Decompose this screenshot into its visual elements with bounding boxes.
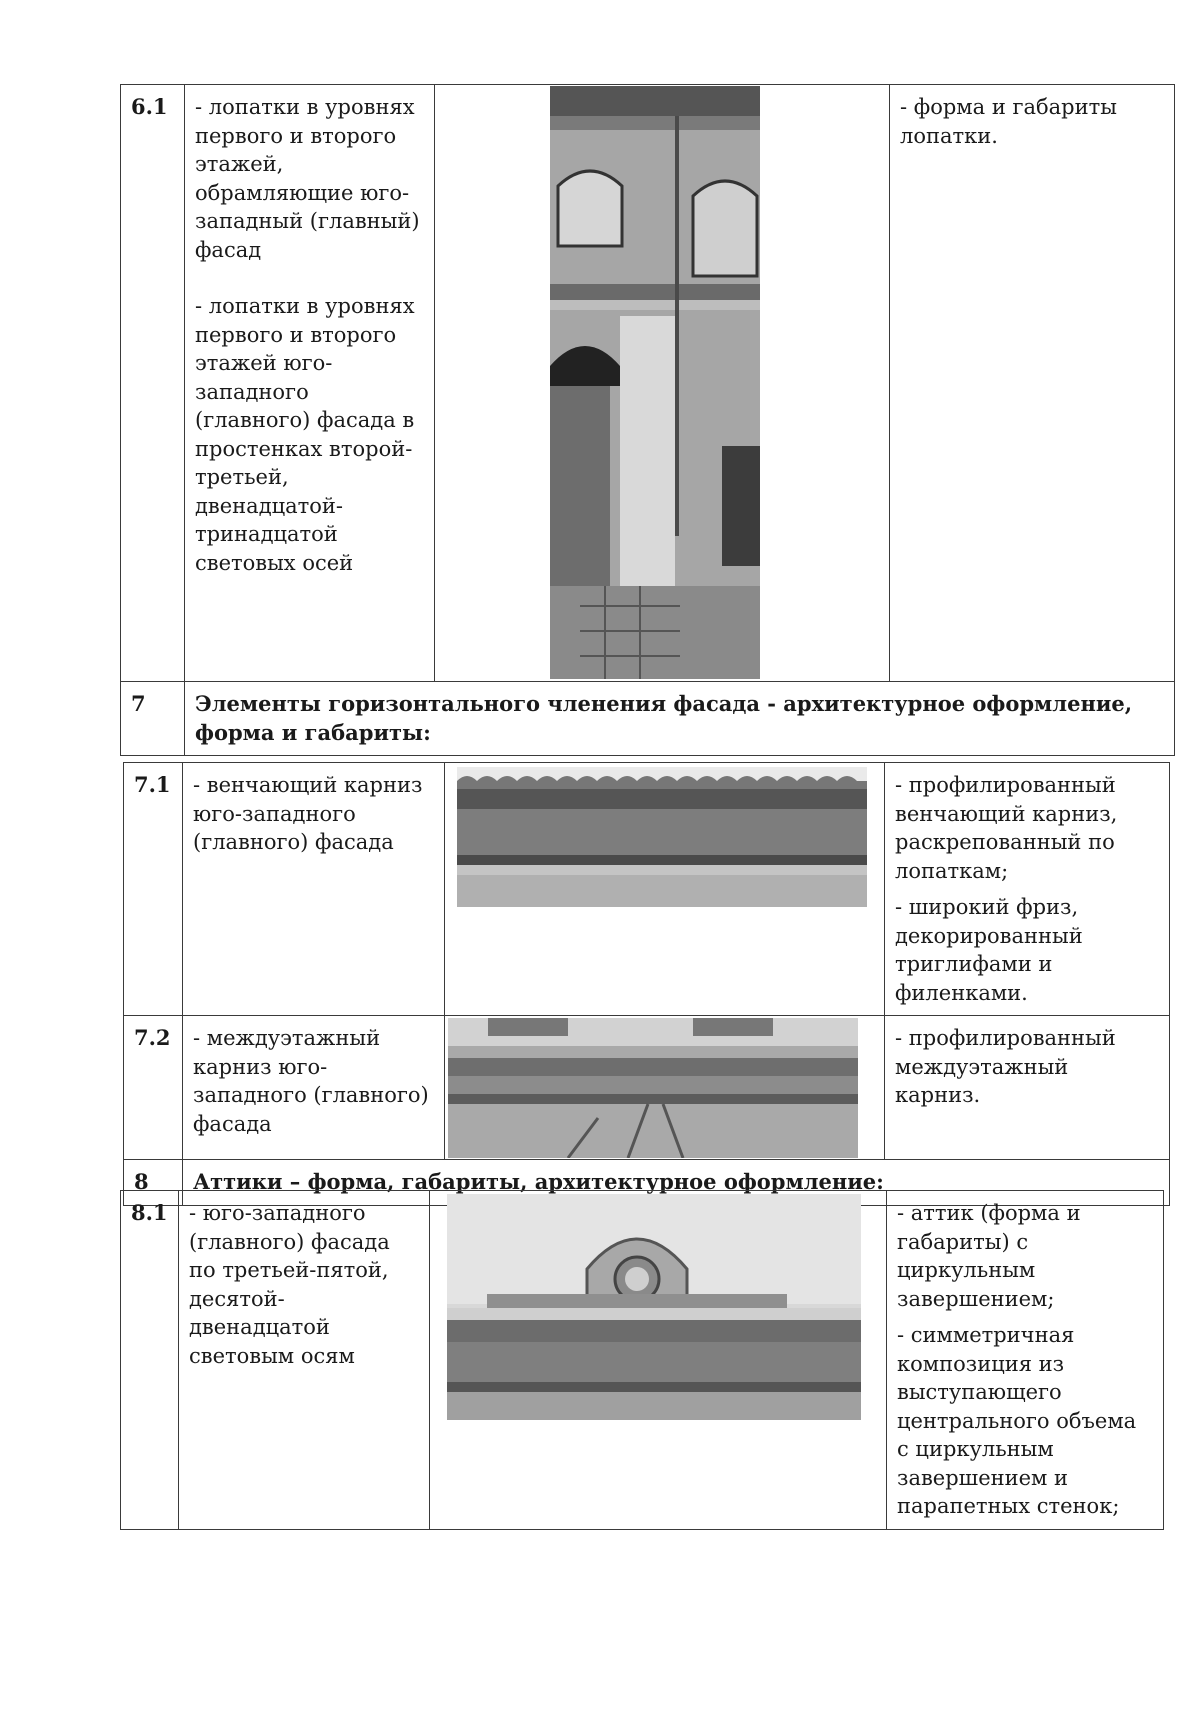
element-description — [183, 763, 445, 1016]
protected-subject — [890, 85, 1175, 682]
table-row — [121, 682, 1175, 756]
photo-cell — [435, 85, 890, 682]
row-number: 7 — [121, 682, 185, 756]
table-block-1 — [120, 84, 1175, 756]
table-row — [124, 763, 1170, 1016]
subject-text: - аттик (форма и габариты) с циркульным завершением; — [897, 1201, 1081, 1311]
table-block-2 — [123, 762, 1170, 1206]
description-text: - междуэтажный карниз юго-западного (главного) фасада — [193, 1026, 429, 1136]
photo-cell — [445, 763, 885, 1016]
table-block-3 — [120, 1190, 1164, 1530]
photo-cell — [430, 1191, 887, 1530]
row-number: 7.1 — [124, 763, 183, 1016]
table-row — [124, 1016, 1170, 1160]
description-text: - лопатки в уровнях первого и второго этажей, обрамляющие юго-западный (главный) фасад — [195, 95, 420, 262]
subject-text: - симметричная композиция из выступающего центрального объема с циркульным завершением и парапетных стенок; — [897, 1323, 1137, 1518]
element-description — [179, 1191, 430, 1530]
photo-crowning-cornice — [457, 767, 867, 907]
table-row — [121, 1191, 1164, 1530]
element-description — [183, 1016, 445, 1160]
photo-facade-pilaster — [550, 86, 760, 679]
row-number: 8 — [124, 1160, 183, 1206]
table-row — [121, 85, 1175, 682]
description-text: - юго-западного (главного) фасада по третьей-пятой, десятой-двенадцатой световым осям — [189, 1201, 390, 1368]
description-text: - венчающий карниз юго-западного (главного) фасада — [193, 773, 423, 854]
element-description — [185, 85, 435, 682]
photo-interfloor-cornice — [448, 1018, 858, 1158]
row-number: 8.1 — [121, 1191, 179, 1530]
subject-text: - широкий фриз, декорированный триглифами и филенками. — [895, 895, 1083, 1005]
protected-subject — [885, 1016, 1170, 1160]
section-heading: Элементы горизонтального членения фасада - архитектурное оформление, форма и габариты: — [185, 682, 1175, 756]
photo-attic — [447, 1194, 861, 1420]
section-heading: Аттики – форма, габариты, архитектурное оформление: — [183, 1160, 1170, 1206]
subject-text: - форма и габариты лопатки. — [900, 95, 1117, 148]
protected-subject — [887, 1191, 1164, 1530]
row-number: 7.2 — [124, 1016, 183, 1160]
subject-text: - профилированный венчающий карниз, раскрепованный по лопаткам; — [895, 773, 1118, 883]
subject-text: - профилированный междуэтажный карниз. — [895, 1026, 1116, 1107]
protected-subject — [885, 763, 1170, 1016]
row-number: 6.1 — [121, 85, 185, 682]
photo-cell — [445, 1016, 885, 1160]
description-text: - лопатки в уровнях первого и второго этажей юго-западного (главного) фасада в простенках второй-третьей, двенадцатой-тринадцатой световых осей — [195, 294, 415, 575]
